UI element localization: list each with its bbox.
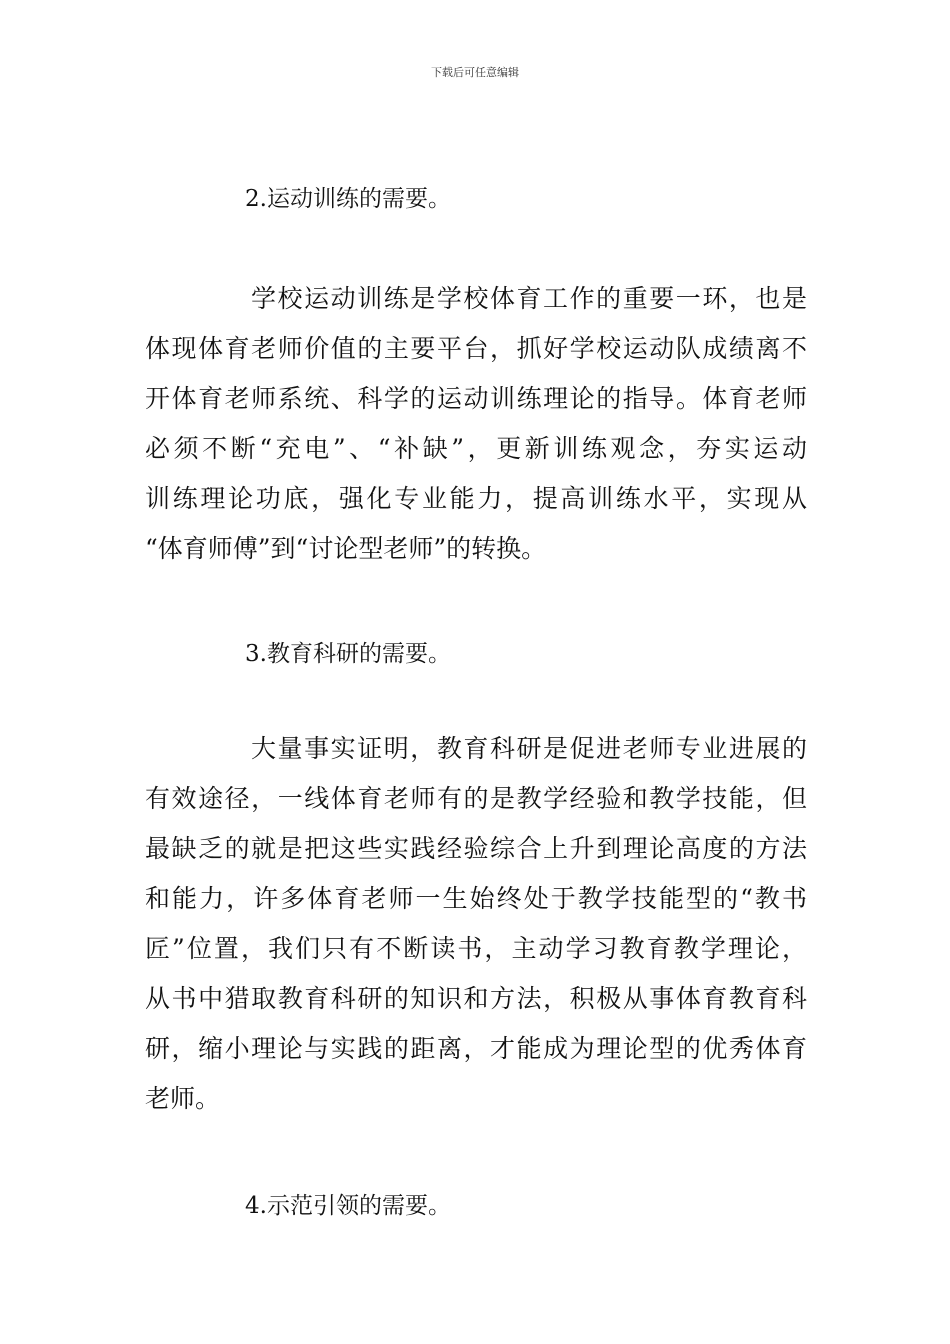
paragraph-line: 体现体育老师价值的主要平台，抓好学校运动队成绩离不 <box>145 334 807 363</box>
spacer <box>145 574 807 629</box>
paragraph-line: 大量事实证明，教育科研是促进老师专业进展的 <box>251 734 807 763</box>
paragraph-line: 有效途径，一线体育老师有的是教学经验和教学技能，但 <box>145 784 807 813</box>
spacer <box>145 679 807 724</box>
spacer <box>145 1124 807 1181</box>
paragraph-line: 开体育老师系统、科学的运动训练理论的指导。体育老师 <box>145 384 807 413</box>
paragraph-line: 从书中猎取教育科研的知识和方法，积极从事体育教育科 <box>145 984 807 1013</box>
paragraph-line: 训练理论功底，强化专业能力，提高训练水平，实现从 <box>145 484 807 513</box>
page-header: 下载后可任意编辑 <box>431 66 519 79</box>
document-body <box>145 174 807 1231</box>
paragraph-line: 必须不断“充电”、“补缺”，更新训练观念，夯实运动 <box>145 434 807 463</box>
paragraph-line: 老师。 <box>145 1084 221 1113</box>
paragraph-line: 匠”位置，我们只有不断读书，主动学习教育教学理论， <box>145 934 807 963</box>
section-heading: 4.示范引领的需要。 <box>245 1193 451 1219</box>
paragraph-line: 学校运动训练是学校体育工作的重要一环，也是 <box>251 284 807 313</box>
section-heading: 2.运动训练的需要。 <box>245 186 451 212</box>
paragraph-line: 最缺乏的就是把这些实践经验综合上升到理论高度的方法 <box>145 834 807 863</box>
section-heading: 3.教育科研的需要。 <box>245 641 451 667</box>
paragraph-line: “体育师傅”到“讨论型老师”的转换。 <box>145 534 547 563</box>
paragraph <box>145 724 807 1124</box>
paragraph-line: 研，缩小理论与实践的距离，才能成为理论型的优秀体育 <box>145 1034 807 1063</box>
spacer <box>145 224 807 274</box>
paragraph-line: 和能力，许多体育老师一生始终处于教学技能型的“教书 <box>145 884 807 913</box>
paragraph <box>145 274 807 574</box>
